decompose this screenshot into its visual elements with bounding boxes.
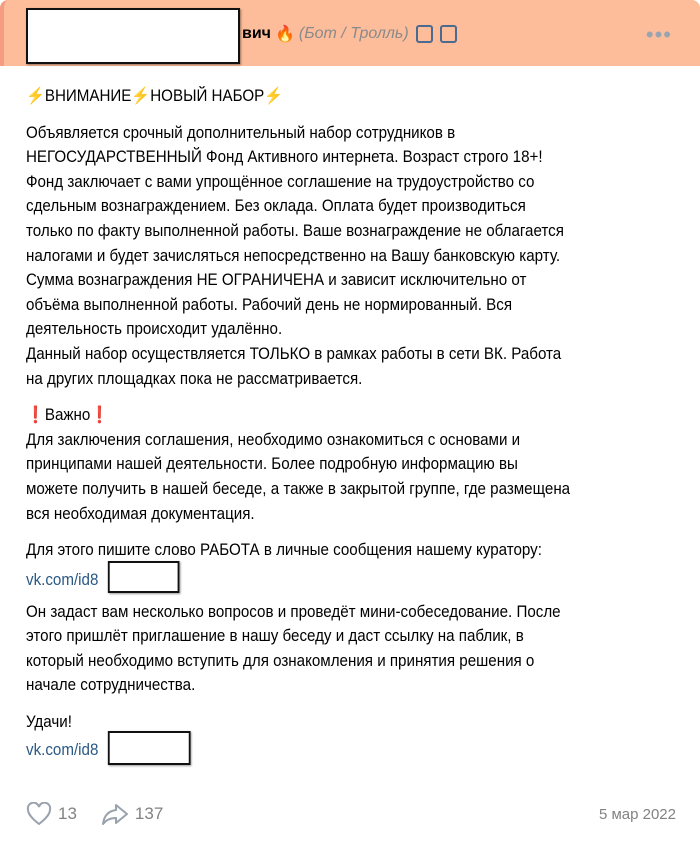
like-button[interactable] [26, 802, 77, 826]
share-count: 137 [134, 804, 164, 823]
text-line: Объявляется срочный дополнительный набор сотрудников в [26, 123, 456, 142]
paragraph-announcement [26, 121, 640, 392]
author-line[interactable] [242, 24, 457, 44]
author-role: (Бот / Тролль) [298, 25, 409, 42]
text-line: Данный набор осуществляется ТОЛЬКО в рамках работы в сети ВК. Работа [26, 344, 562, 363]
text-line: вся необходимая документация. [26, 504, 255, 523]
important-label: ❗Важно❗ [26, 406, 110, 425]
post-footer [26, 800, 676, 828]
text-line: можете получить в нашей беседе, а также в закрытой группе, где размещена [26, 479, 571, 498]
redacted-link-id [108, 731, 191, 765]
good-luck-text: Удачи! [26, 713, 72, 732]
paragraph-interview [26, 600, 640, 698]
text-line: этого пришлёт приглашение в нашу беседу и даст ссылку на паблик, в [26, 627, 524, 646]
curator-link[interactable] [26, 563, 640, 598]
campfire-icon: 🔥 [274, 26, 295, 43]
more-options-button[interactable]: ••• [645, 22, 672, 47]
text-line: сдельным вознаграждением. Без оклада. Оплата будет производиться [26, 197, 526, 216]
text-line: Фонд заключает с вами упрощённое соглашение на трудоустройство со [26, 172, 535, 191]
document-icon[interactable] [416, 25, 433, 43]
text-line: Для заключения соглашения, необходимо ознакомиться с основами и [26, 430, 521, 449]
post-date[interactable]: 5 мар 2022 [598, 805, 676, 823]
redacted-author-name [26, 8, 240, 64]
text-line: Сумма вознаграждения НЕ ОГРАНИЧЕНА и зависит исключительно от [26, 271, 527, 290]
author-name[interactable]: вич [242, 25, 271, 42]
profile-card-icon[interactable] [440, 25, 457, 43]
text-line: только по факту выполненной работы. Ваше вознаграждение не облагается [26, 221, 564, 240]
paragraph-details [26, 428, 640, 526]
redacted-link-id [108, 561, 180, 593]
text-line: деятельность происходит удалённо. [26, 320, 283, 339]
text-line: налогами и будет зачисляться непосредственно на Вашу банковскую карту. [26, 246, 561, 265]
link-text[interactable]: vk.com/id8 [26, 740, 99, 759]
post-body [26, 84, 640, 765]
text-line: Он задаст вам несколько вопросов и проведёт мини-собеседование. После [26, 602, 561, 621]
share-button[interactable] [101, 802, 163, 826]
curator-link-2[interactable] [26, 735, 640, 765]
text-line: объёма выполненной работы. Рабочий день не нормированный. Вся [26, 295, 513, 314]
text-line: принципами нашей деятельности. Более подробную информацию вы [26, 455, 518, 474]
paragraph-contact: Для этого пишите слово РАБОТА в личные сообщения нашему куратору: [26, 541, 542, 560]
like-count: 13 [58, 804, 77, 823]
post-heading: ⚡ВНИМАНИЕ⚡НОВЫЙ НАБОР⚡ [26, 87, 284, 105]
text-line: НЕГОСУДАРСТВЕННЫЙ Фонд Активного интернета. Возраст строго 18+! [26, 148, 543, 167]
link-text[interactable]: vk.com/id8 [26, 570, 99, 589]
text-line: начале сотрудничества. [26, 676, 196, 695]
share-arrow-icon [101, 802, 129, 826]
post-header [0, 0, 700, 66]
text-line: который необходимо вступить для ознакомления и принятия решения о [26, 651, 535, 670]
text-line: на других площадках пока не рассматривается. [26, 369, 363, 388]
heart-icon [26, 802, 52, 826]
